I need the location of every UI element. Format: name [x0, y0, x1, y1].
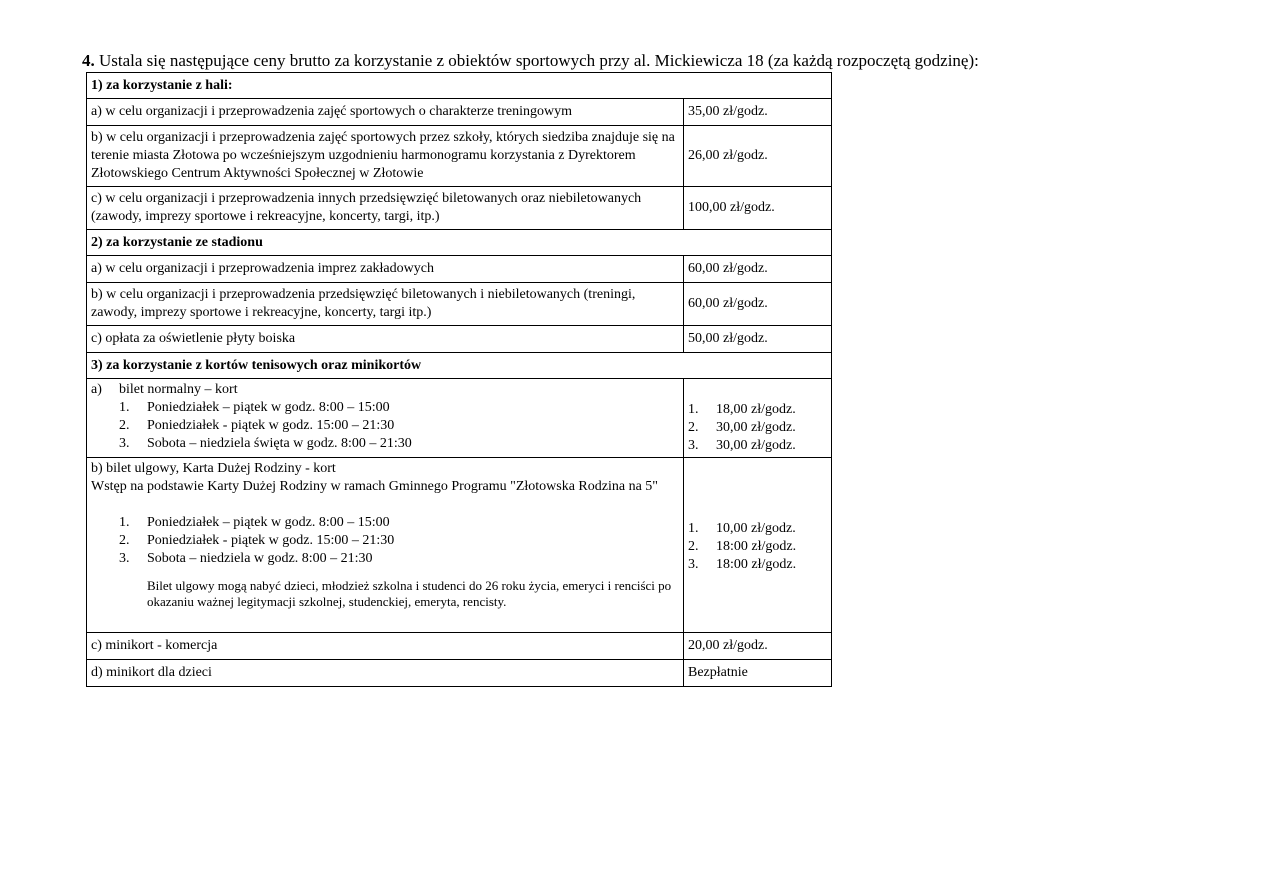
heading-number: 4.: [82, 51, 95, 70]
item-number: 3.: [688, 438, 699, 453]
row-price: 60,00 zł/godz.: [684, 256, 832, 283]
row-price: 20,00 zł/godz.: [684, 633, 832, 660]
item-number: 1.: [119, 400, 130, 415]
schedule-list: [91, 514, 679, 568]
section-row-stadion: [87, 230, 832, 256]
list-item: [119, 417, 679, 435]
row-label: a) w celu organizacji i przeprowadzenia imprez zakładowych: [87, 256, 684, 283]
list-item: [688, 556, 827, 574]
list-item: [119, 550, 679, 568]
row-price: 35,00 zł/godz.: [684, 99, 832, 126]
list-item: [119, 435, 679, 453]
table-row: [87, 379, 832, 458]
table-row: [87, 99, 832, 126]
item-number: 3.: [688, 557, 699, 572]
table-row: [87, 256, 832, 283]
item-prefix: a): [91, 382, 102, 397]
schedule-list: [91, 399, 679, 453]
price-list: [688, 401, 827, 455]
row-label: b) w celu organizacji i przeprowadzenia zajęć sportowych przez szkoły, których siedziba znajduje się na terenie miasta Złotowa po wcześniejszym uzgodnieniu harmonogramu korzystania z Dyrektorem Złotowskiego Centrum Aktywności Społecznej w Złotowie: [87, 126, 684, 187]
section-row-korty: [87, 353, 832, 379]
section-title: 2) za korzystanie ze stadionu: [87, 230, 832, 256]
page-heading: [82, 50, 979, 72]
row-label: c) w celu organizacji i przeprowadzenia innych przedsięwzięć biletowanych oraz niebiletowanych (zawody, imprezy sportowe i rekreacyjne, koncerty, targi, itp.): [87, 187, 684, 230]
item-number: 2.: [688, 539, 699, 554]
row-label-cell: [87, 379, 684, 458]
list-item: [688, 520, 827, 538]
list-item: [688, 401, 827, 419]
item-number: 3.: [119, 551, 130, 566]
row-label: c) minikort - komercja: [87, 633, 684, 660]
item-price: 18:00 zł/godz.: [716, 539, 797, 554]
table-row: [87, 660, 832, 687]
item-number: 2.: [119, 533, 130, 548]
table-row: [87, 283, 832, 326]
list-item: [688, 538, 827, 556]
item-text: Sobota – niedziela w godz. 8:00 – 21:30: [147, 551, 373, 566]
item-text: Poniedziałek – piątek w godz. 8:00 – 15:00: [147, 515, 390, 530]
item-text: Poniedziałek - piątek w godz. 15:00 – 21:30: [147, 533, 395, 548]
row-label: c) opłata za oświetlenie płyty boiska: [87, 326, 684, 353]
row-price-cell: [684, 379, 832, 458]
item-number: 3.: [119, 436, 130, 451]
table-row: [87, 187, 832, 230]
item-price: 30,00 zł/godz.: [716, 438, 796, 453]
list-item: [688, 437, 827, 455]
row-price: 60,00 zł/godz.: [684, 283, 832, 326]
item-info: Wstęp na podstawie Karty Dużej Rodziny w ramach Gminnego Programu "Złotowska Rodzina na 5": [91, 479, 659, 494]
heading-text: Ustala się następujące ceny brutto za korzystanie z obiektów sportowych przy al. Mickiewicza 18 (za każdą rozpoczętą godzinę):: [94, 51, 979, 70]
item-text: Poniedziałek – piątek w godz. 8:00 – 15:00: [147, 400, 390, 415]
item-number: 1.: [688, 402, 699, 417]
section-row-hala: [87, 73, 832, 99]
price-table: [86, 72, 832, 687]
row-price-cell: [684, 458, 832, 633]
row-price: 26,00 zł/godz.: [684, 126, 832, 187]
item-price: 10,00 zł/godz.: [716, 521, 796, 536]
row-price: 100,00 zł/godz.: [684, 187, 832, 230]
item-price: 18,00 zł/godz.: [716, 402, 796, 417]
table-row: [87, 458, 832, 633]
list-item: [688, 419, 827, 437]
row-label: a) w celu organizacji i przeprowadzenia zajęć sportowych o charakterze treningowym: [87, 99, 684, 126]
table-row: [87, 633, 832, 660]
table-row: [87, 326, 832, 353]
item-number: 2.: [688, 420, 699, 435]
row-price: Bezpłatnie: [684, 660, 832, 687]
item-label: b) bilet ulgowy, Karta Dużej Rodziny - kort: [91, 461, 336, 476]
row-label: b) w celu organizacji i przeprowadzenia przedsięwzięć biletowanych i niebiletowanych (treningi, zawody, imprezy sportowe i rekreacyjne, koncerty, targi itp.): [87, 283, 684, 326]
item-text: Poniedziałek - piątek w godz. 15:00 – 21:30: [147, 418, 395, 433]
price-list: [688, 520, 827, 574]
list-item: [119, 399, 679, 417]
row-label: d) minikort dla dzieci: [87, 660, 684, 687]
table-row: [87, 126, 832, 187]
item-number: 2.: [119, 418, 130, 433]
item-number: 1.: [119, 515, 130, 530]
section-title: 3) za korzystanie z kortów tenisowych oraz minikortów: [87, 353, 832, 379]
item-price: 18:00 zł/godz.: [716, 557, 797, 572]
list-item: [119, 532, 679, 550]
item-number: 1.: [688, 521, 699, 536]
row-label-cell: [87, 458, 684, 633]
item-text: Sobota – niedziela święta w godz. 8:00 – 21:30: [147, 436, 412, 451]
discount-note: Bilet ulgowy mogą nabyć dzieci, młodzież szkolna i studenci do 26 roku życia, emeryci i renciści po okazaniu ważnej legitymacji szkolnej, studenckiej, emeryta, rencisty.: [147, 578, 672, 609]
list-item: [119, 514, 679, 532]
item-label: bilet normalny – kort: [119, 382, 238, 397]
row-price: 50,00 zł/godz.: [684, 326, 832, 353]
section-title: 1) za korzystanie z hali:: [87, 73, 832, 99]
item-price: 30,00 zł/godz.: [716, 420, 796, 435]
